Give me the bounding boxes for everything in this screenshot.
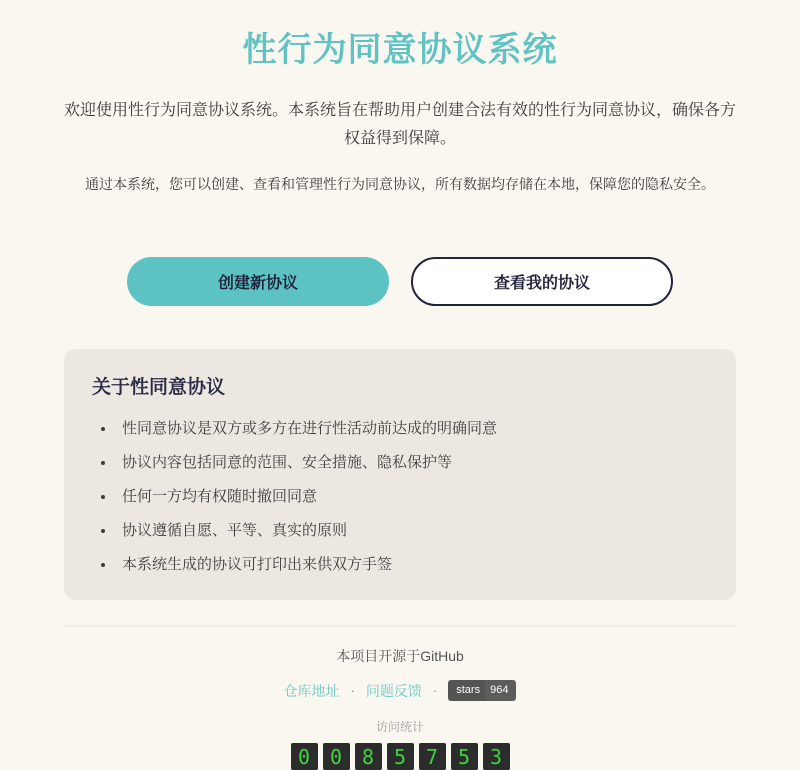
note-paragraph: 通过本系统，您可以创建、查看和管理性行为同意协议，所有数据均存储在本地，保障您的隐私安全。 <box>85 176 715 192</box>
visits-label: 访问统计 <box>375 720 424 734</box>
create-agreement-button[interactable]: 创建新协议 <box>127 257 389 306</box>
counter-digit: 0 <box>291 743 318 770</box>
counter-digit: 5 <box>387 743 414 770</box>
stars-badge-value: 964 <box>485 680 516 701</box>
list-item: • 性同意协议是双方或多方在进行性活动前达成的明确同意 <box>116 417 708 438</box>
list-item: • 任何一方均有权随时撤回同意 <box>116 485 708 506</box>
opensource-text: 本项目开源于GitHub <box>336 648 464 664</box>
page-footer <box>64 626 736 770</box>
view-agreements-button[interactable]: 查看我的协议 <box>411 257 673 306</box>
list-item: • 协议内容包括同意的范围、安全措施、隐私保护等 <box>116 451 708 472</box>
page-title: 性行为同意协议系统 <box>242 31 558 69</box>
list-item: • 本系统生成的协议可打印出来供双方手签 <box>116 553 708 574</box>
counter-digit: 7 <box>419 743 446 770</box>
about-consent-panel <box>64 349 736 600</box>
about-bullet-list <box>92 417 708 574</box>
counter-digit: 8 <box>355 743 382 770</box>
dot-separator: · <box>350 683 355 698</box>
counter-digit: 0 <box>323 743 350 770</box>
visit-counter <box>64 743 736 770</box>
list-item: • 协议遵循自愿、平等、真实的原则 <box>116 519 708 540</box>
stars-badge-label: stars <box>448 680 485 701</box>
issues-link[interactable]: 问题反馈 <box>365 682 422 699</box>
action-button-row <box>64 257 736 306</box>
dot-separator: · <box>432 683 438 698</box>
counter-digit: 5 <box>451 743 478 770</box>
repo-link[interactable]: 仓库地址 <box>283 682 340 699</box>
main-container <box>64 22 736 770</box>
intro-paragraph: 欢迎使用性行为同意协议系统。本系统旨在帮助用户创建合法有效的性行为同意协议，确保各方权益得到保障。 <box>64 102 737 147</box>
about-heading: 关于性同意协议 <box>92 377 226 398</box>
counter-digit: 3 <box>483 743 510 770</box>
